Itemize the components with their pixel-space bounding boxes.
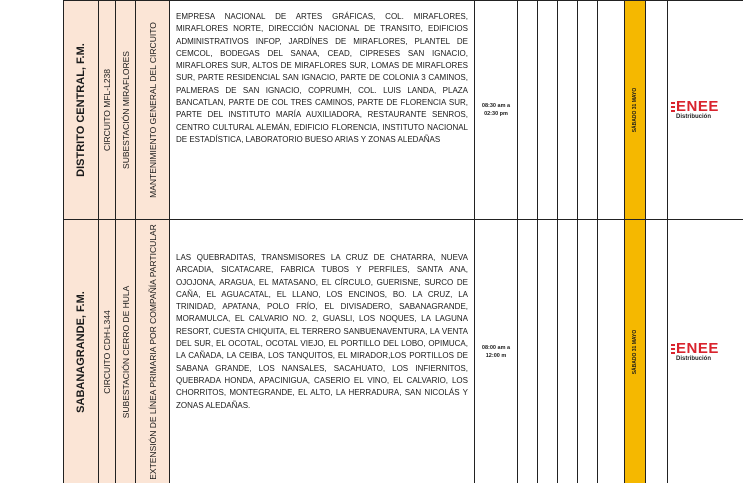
work-label: EXTENSIÓN DE LÍNEA PRIMARIA POR COMPAÑÍA PARTICULAR [147,223,158,480]
blank-cell [557,0,577,220]
blank-cell [645,220,667,483]
circuit-label: CIRCUITO CDH-L344 [102,309,112,394]
enee-mark-icon [671,102,675,112]
table-row [0,220,743,483]
work-cell [135,0,169,220]
day-cell [624,220,645,483]
day-label: SÁBADO 31 MAYO [632,329,638,374]
zone-cell [63,0,98,220]
logo-name: ENEE [676,339,719,357]
table-border [63,219,743,220]
zone-cell [63,220,98,483]
blank-cell [597,0,624,220]
circuit-cell [98,220,115,483]
enee-logo [671,339,719,362]
zone-label: SABANAGRANDE, F.M. [75,290,87,413]
circuit-label: CIRCUITO MFL-L238 [102,68,112,152]
work-label: MANTENIMIENTO GENERAL DEL CIRCUITO [147,22,158,198]
blank-cell [517,0,537,220]
day-cell [624,0,645,220]
time-range [475,102,517,118]
table-row [0,0,743,220]
substation-label: SUBESTACIÓN MIRAFLORES [120,51,131,169]
day-label: SÁBADO 31 MAYO [632,87,638,133]
time-range [475,344,517,360]
substation-cell [115,220,135,483]
areas-cell [169,220,474,483]
blank-cell [517,220,537,483]
areas-cell [169,0,474,220]
time-cell [474,220,517,483]
time-start: 08:00 am a [481,344,511,351]
table-border [63,0,743,1]
logo-cell [667,220,743,483]
blank-cell [597,220,624,483]
blank-cell [537,220,557,483]
work-cell [135,220,169,483]
logo-subtitle: Distribución [676,114,712,120]
blank-cell [577,220,597,483]
zone-label: DISTRITO CENTRAL, F.M. [75,43,87,177]
substation-cell [115,0,135,220]
enee-logo [671,100,719,120]
time-end: 02:30 pm [484,111,508,117]
substation-label: SUBESTACIÓN CERRO DE HULA [120,285,131,418]
areas-text: LAS QUEBRADITAS, TRANSMISORES LA CRUZ DE CHATARRA, NUEVA ARCADIA, SICATACARE, FABRICA TUBOS Y PERFILES, SANTA ANA, OJOJONA, ARAGUA, EL MATASANO, EL CÍRCULO, GUERISNE, SURCO DE CAÑA, EL AGUACATAL, EL LLANO, LOS ENCINOS, BO. LA CRUZ, LA TRINIDAD, APATANA, POLO FRÍO, EL DIVISADERO, SABANAGRANDE, MORAMULCA, EL CALVARIO NO. 2, GUASLI, LOS NOQUES, LA LAGUNA RESORT, CUESTA CHIQUITA, EL TERRERO SANBUENAVENTURA, LA VENTA DEL SUR, EL OCOTAL, OCOTAL VIEJO, EL PORTILLO DEL LOBO, OPIMUCA, LA CAÑADA, LA CEIBA, LOS TANQUITOS, EL MIRADOR,LOS PORTILLOS DE SABANA GRANDE, LOS NANSALES, SACAHUATO, LOS INFIERNITOS, QUEBRADA HONDA, APACINIGUA, CASERIO EL VINO, EL CALVARIO, LOS CHORRITOS, MONTEGRANDE, EL ALTO, LA HERRADURA, SAN NICOLÁS Y ZONAS ALEDAÑAS. [176,253,468,410]
time-end: 12:00 m [485,352,507,359]
areas-text: EMPRESA NACIONAL DE ARTES GRÁFICAS, COL. MIRAFLORES, MIRAFLORES NORTE, DIRECCIÓN NACIONAL DE TRANSITO, EDIFICIOS ADMINISTRATIVOS INFOP, JARDÍNES DE MIRAFLORES, PLANTEL DE CEMCOL, BODEGAS DEL SANAA, CEAD, CIPRESES SAN IGNACIO, MIRAFLORES SUR, ALTOS DE MIRAFLORES SUR, LOMAS DE MIRAFLORES SUR, PARTE RESIDENCIAL SAN IGNACIO, PARTE DE COLONIA 3 CAMINOS, PALMERAS DE SAN IGNACIO, COPRUMH, COL. LUIS LANDA, PLAZA BANCATLAN, PARTE DE COL TRES CAMINOS, PARTE DE FLORENCIA SUR, PARTE DEL INSTITUTO MARÍA AUXILIADORA, RESTAURANTE SENROS, CENTRO CULTURAL ALEMÁN, EDIFICIO FLORENCIA, INSTITUTO NACIONAL DE ESTADÍSTICA, LABORATORIO BUESO ARIAS Y ZONAS ALEDAÑAS [176,12,468,144]
logo-subtitle: Distribución [676,355,712,362]
time-start: 08:30 am a [481,103,511,109]
logo-cell [667,0,743,220]
blank-cell [577,0,597,220]
time-cell [474,0,517,220]
blank-cell [645,0,667,220]
circuit-cell [98,0,115,220]
enee-mark-icon [671,344,675,354]
blank-cell [557,220,577,483]
blank-cell [537,0,557,220]
logo-name: ENEE [676,98,719,115]
